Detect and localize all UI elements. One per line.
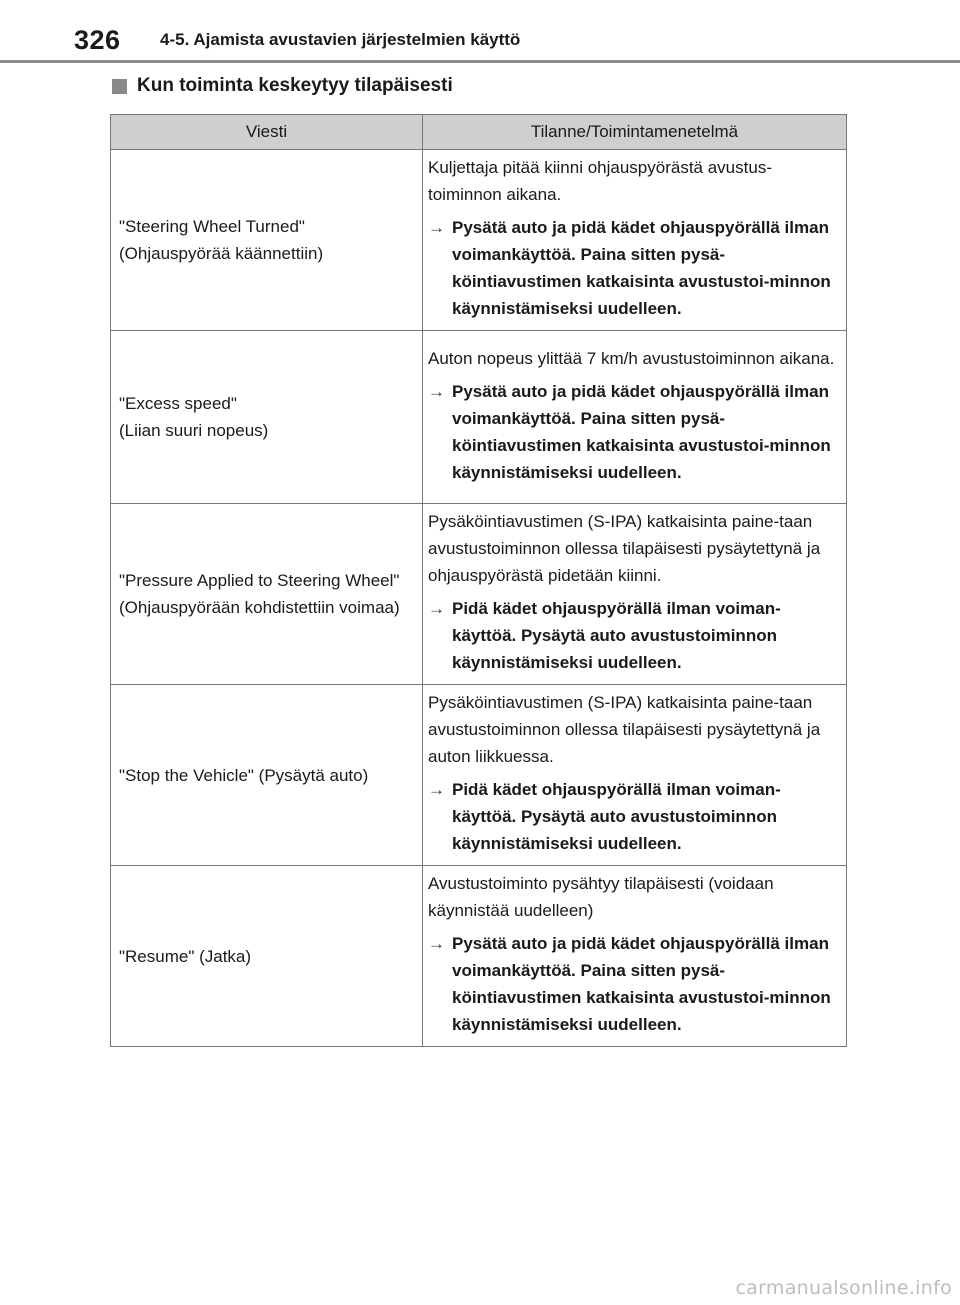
situation-cell	[423, 331, 847, 504]
arrow-right-icon: →	[428, 599, 445, 618]
page-header	[74, 18, 520, 62]
action-step	[428, 930, 840, 1038]
table-row	[111, 331, 847, 504]
situation-description: Avustustoiminto pysähtyy tilapäisesti (voidaan käynnistää uudelleen)	[428, 874, 774, 920]
action-step	[428, 214, 840, 322]
action-text: Pysätä auto ja pidä kädet ohjauspyörällä ilman voimankäyttöä. Paina sitten pysä-köintiavustimen katkaisinta avustustoi-minnon käynnistämiseksi uudelleen.	[452, 934, 831, 1034]
message-cell	[111, 685, 423, 866]
message-cell	[111, 150, 423, 331]
situation-cell	[423, 150, 847, 331]
action-text: Pysätä auto ja pidä kädet ohjauspyörällä ilman voimankäyttöä. Paina sitten pysä-köintiavustimen katkaisinta avustustoi-minnon käynnistämiseksi uudelleen.	[452, 381, 831, 482]
table-row	[111, 866, 847, 1047]
message-cell	[111, 866, 423, 1047]
message-cell	[111, 504, 423, 685]
situation-description: Pysäköintiavustimen (S-IPA) katkaisinta paine-taan avustustoiminnon ollessa tilapäisesti pysäytettynä ja ohjauspyörästä pidetään kiinni.	[428, 512, 821, 585]
message-translation: (Liian suuri nopeus)	[119, 421, 269, 440]
page-number: 326	[74, 24, 121, 55]
action-text: Pidä kädet ohjauspyörällä ilman voiman-käyttöä. Pysäytä auto avustustoiminnon käynnistämiseksi uudelleen.	[452, 599, 781, 672]
action-text: Pidä kädet ohjauspyörällä ilman voiman-käyttöä. Pysäytä auto avustustoiminnon käynnistämiseksi uudelleen.	[452, 780, 781, 853]
table-header-row	[111, 115, 847, 150]
message-text: "Stop the Vehicle" (Pysäytä auto)	[119, 765, 369, 785]
situation-cell	[423, 685, 847, 866]
action-text: Pysätä auto ja pidä kädet ohjauspyörällä ilman voimankäyttöä. Paina sitten pysä-köintiavustimen katkaisinta avustustoi-minnon käynnistämiseksi uudelleen.	[452, 218, 831, 318]
situation-description: Kuljettaja pitää kiinni ohjauspyörästä avustus-toiminnon aikana.	[428, 158, 772, 204]
action-step	[428, 776, 840, 857]
action-step	[428, 595, 840, 676]
chapter-title: 4-5. Ajamista avustavien järjestelmien käyttö	[160, 30, 521, 49]
column-header-message: Viesti	[111, 115, 423, 150]
message-text: "Excess speed"	[119, 394, 237, 413]
arrow-right-icon: →	[428, 218, 445, 237]
situation-description: Auton nopeus ylittää 7 km/h avustustoiminnon aikana.	[428, 348, 835, 368]
table-row	[111, 150, 847, 331]
message-text: "Pressure Applied to Steering Wheel" (Ohjauspyörään kohdistettiin voimaa)	[119, 571, 400, 617]
section-title: Kun toiminta keskeytyy tilapäisesti	[137, 75, 453, 96]
message-cell	[111, 331, 423, 504]
message-text: "Steering Wheel Turned"	[119, 217, 305, 236]
messages-table	[110, 114, 847, 1047]
column-header-situation: Tilanne/Toimintamenetelmä	[423, 115, 847, 150]
arrow-right-icon: →	[428, 381, 445, 401]
arrow-right-icon: →	[428, 780, 445, 799]
situation-cell	[423, 504, 847, 685]
square-bullet-icon	[112, 79, 127, 94]
arrow-right-icon: →	[428, 934, 445, 953]
situation-description: Pysäköintiavustimen (S-IPA) katkaisinta paine-taan avustustoiminnon ollessa tilapäisesti pysäytettynä ja auton liikkuessa.	[428, 693, 821, 766]
watermark: carmanualsonline.info	[735, 1277, 952, 1299]
situation-cell	[423, 866, 847, 1047]
message-text: "Resume" (Jatka)	[119, 946, 252, 966]
section-heading	[112, 75, 453, 97]
table-row	[111, 504, 847, 685]
action-step	[428, 378, 840, 486]
message-translation: (Ohjauspyörää käännettiin)	[119, 244, 324, 263]
table-row	[111, 685, 847, 866]
header-divider	[0, 60, 960, 63]
